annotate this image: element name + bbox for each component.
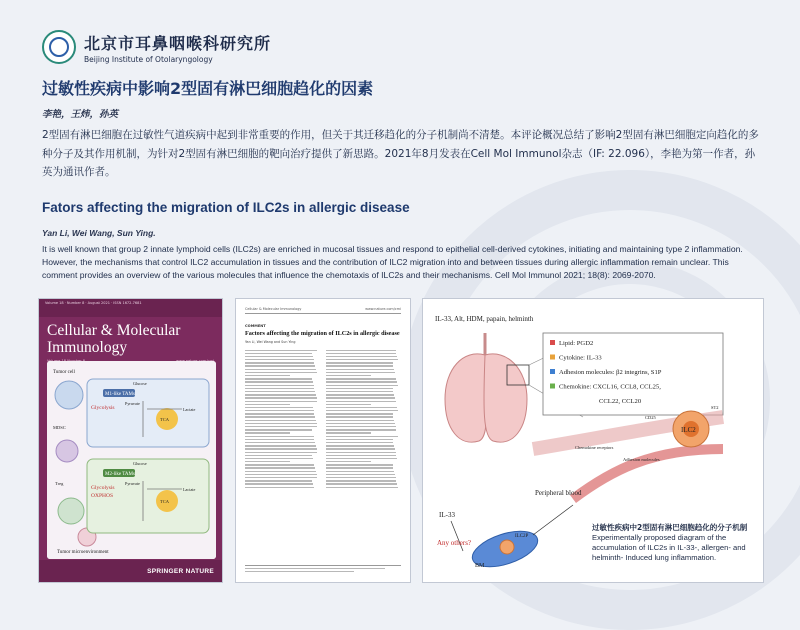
article-text-line	[245, 407, 313, 408]
article-text-line	[326, 464, 393, 465]
article-text-line	[245, 439, 314, 440]
article-text-line	[326, 487, 398, 488]
article-text-line	[326, 474, 395, 475]
legend-item-label: Adhesion molecules: β2 integrins, S1P	[559, 369, 662, 376]
cover-label-glucose1: Glucose	[133, 381, 147, 386]
cover-label-tca2: TCA	[160, 499, 169, 504]
article-text-line	[326, 391, 394, 392]
article-text-line	[326, 353, 397, 354]
article-header	[245, 307, 401, 314]
article-title: Factors affecting the migration of ILC2s in allergic disease	[245, 330, 400, 337]
article-text-line	[326, 369, 395, 370]
article-text-line	[245, 416, 315, 417]
article-text-line	[326, 356, 398, 357]
article-text-line	[326, 394, 395, 395]
cover-label-m1: M1-like TAMs	[105, 392, 135, 397]
article-text-line	[245, 464, 314, 465]
article-text-line	[326, 455, 397, 456]
cover-label-glycolysis1: Glycolysis	[91, 405, 115, 411]
cover-label-tca1: TCA	[160, 417, 169, 422]
article-text-line	[245, 362, 314, 363]
article-text-line	[326, 467, 394, 468]
legend-item-label: CCL22, CCL20	[599, 398, 642, 405]
article-text-line	[245, 480, 312, 481]
cover-label-pyruvate2: Pyruvate	[125, 481, 140, 486]
article-text-line	[245, 436, 314, 437]
article-text-line	[245, 429, 312, 430]
article-text-line	[245, 369, 316, 370]
article-text-line	[245, 378, 312, 379]
figure-label-any-others: Any others?	[437, 539, 472, 547]
cover-label-glucose2: Glucose	[133, 461, 147, 466]
article-text-line	[326, 388, 393, 389]
article-text-line	[326, 401, 396, 402]
article-text-line	[245, 381, 313, 382]
cover-label-lactate2: Lactate	[183, 487, 196, 492]
cover-label-mdsc: MDSC	[53, 425, 66, 430]
cover-label-oxphos: OXPHOS	[91, 493, 114, 499]
article-text-line	[245, 413, 314, 414]
article-text-line	[326, 448, 395, 449]
figure-label-st2: ST2	[711, 405, 719, 410]
article-text-line	[326, 426, 396, 427]
article-text-line	[245, 452, 317, 453]
article-text-line	[326, 381, 398, 382]
article-text-line	[245, 353, 312, 354]
figure-caption-en: Experimentally proposed diagram of the accumulation of ILC2s in IL-33-, allergen- and helminth- Induced lung inflammation.	[592, 533, 746, 562]
article-text-line	[326, 413, 393, 414]
article-text-line	[326, 375, 371, 376]
article-text-line	[245, 410, 314, 411]
figure-label-peripheral-blood: Peripheral blood	[535, 489, 582, 497]
article-text-line	[245, 445, 316, 446]
cover-label-pyruvate1: Pyruvate	[125, 401, 140, 406]
cover-label-glycolysis2: Glycolysis	[91, 485, 115, 491]
article-text-line	[245, 365, 315, 366]
article-column-right	[326, 350, 402, 490]
article-text-line	[245, 394, 316, 395]
article-text-line	[326, 416, 394, 417]
article-text-line	[245, 471, 316, 472]
title-en: Fators affecting the migration of ILC2s in allergic disease	[42, 200, 410, 215]
title-cn: 过敏性疾病中影响2型固有淋巴细胞趋化的因素	[42, 79, 374, 98]
article-text-line	[245, 388, 314, 389]
article-text-line	[245, 448, 317, 449]
article-authors: Yan Li, Wei Wang and Sun Ying	[245, 339, 296, 344]
article-text-line	[326, 350, 396, 351]
article-text-line	[245, 474, 317, 475]
article-text-line	[245, 477, 317, 478]
article-text-line	[245, 426, 317, 427]
article-text-line	[245, 401, 317, 402]
institute-name-en: Beijing Institute of Otolaryngology	[84, 54, 213, 64]
article-text-line	[326, 404, 371, 405]
legend-swatch	[550, 340, 555, 345]
article-text-line	[245, 442, 315, 443]
article-text-line	[326, 439, 393, 440]
article-text-line	[245, 467, 315, 468]
institute-brand	[84, 31, 271, 64]
legend-item-label: Chemokine: CXCL16, CCL8, CCL25,	[559, 383, 661, 391]
article-column-left	[245, 350, 321, 490]
article-text-line	[326, 480, 397, 481]
figure-caption-cn: 过敏性疾病中2型固有淋巴细胞趋化的分子机制	[592, 523, 748, 532]
figure-label-chemokine-receptors: Chemokine receptors	[575, 445, 614, 450]
article-footer	[245, 565, 401, 574]
article-text-line	[326, 378, 397, 379]
figure-label-ilc2: ILC2	[681, 426, 696, 434]
cover-label-tme: Tumor microenvironment	[57, 550, 109, 555]
figure-label-ilc2p: ILC2P	[515, 534, 529, 539]
authors-en: Yan Li, Wei Wang, Sun Ying.	[42, 228, 156, 238]
article-text-line	[245, 487, 314, 488]
cover-publisher: SPRINGER NATURE	[147, 567, 214, 575]
figure-label-il33: IL-33	[439, 511, 455, 519]
cover-artwork	[47, 361, 216, 559]
article-body	[245, 350, 401, 490]
institute-name-cn: 北京市耳鼻咽喉科研究所	[84, 33, 272, 53]
article-text-line	[245, 397, 317, 398]
cover-label-lactate1: Lactate	[183, 407, 196, 412]
article-text-line	[326, 436, 398, 437]
abstract-en: It is well known that group 2 innate lymphoid cells (ILC2s) are enriched in mucosal tissues and respond to epithelial cell-derived cytokines, initiating and maintaining type 2 inflammation. However, the mechanisms that control ILC2 accumulation in tissues and the contribution of ILC2 migration into and between tissues during allergic inflammation remain unclear. This comment provides an overview of the various molecules that influence the chemotaxis of ILC2s and their mechanisms. Cell Mol Immunol 2021; 18(8): 2069-2070.	[42, 244, 743, 281]
article-text-line	[245, 420, 316, 421]
cover-label-tumor-cell: Tumor cell	[53, 370, 75, 375]
figure-label-adhesion: Adhesion molecules	[623, 457, 660, 462]
figure-triggers: IL-33, Alt, HDM, papain, helminth	[435, 315, 534, 323]
article-text-line	[326, 362, 393, 363]
article-header-journal: Cellular & Molecular Immunology	[245, 307, 302, 311]
article-text-line	[326, 445, 395, 446]
cover-label-m2: M2-like TAMs	[105, 472, 135, 477]
article-text-line	[326, 407, 398, 408]
article-text-line	[326, 365, 394, 366]
article-text-line	[326, 461, 371, 462]
institute-logo-icon	[42, 30, 76, 64]
article-text-line	[245, 375, 290, 376]
article-section: COMMENT	[245, 324, 266, 328]
article-text-line	[245, 458, 313, 459]
article-text-line	[245, 461, 290, 462]
article-text-line	[245, 432, 290, 433]
article-text-line	[245, 356, 313, 357]
article-text-line	[245, 385, 314, 386]
article-text-line	[326, 397, 395, 398]
journal-cover	[38, 298, 223, 583]
cover-top-text: Volume 18 · Number 8 · August 2021 · ISSN 1672-7681	[39, 299, 222, 317]
article-text-line	[326, 423, 395, 424]
article-text-line	[245, 404, 290, 405]
authors-cn: 李艳，王炜，孙英	[42, 109, 119, 120]
article-text-line	[245, 483, 313, 484]
abstract-cn: 2型固有淋巴细胞在过敏性气道疾病中起到非常重要的作用，但关于其迁移趋化的分子机制尚不清楚。本评论概况总结了影响2型固有淋巴细胞定向趋化的多种分子及其作用机制，为针对2型固有淋巴细胞的靶向治疗提供了新思路。2021年8月发表在Cell Mol Immunol杂志（IF: 22.096），李艳为第一作者，孙英为通讯作者。	[42, 129, 759, 178]
legend-swatch	[550, 355, 555, 360]
article-text-line	[326, 432, 371, 433]
article-text-line	[326, 458, 398, 459]
legend-item-label: Lipid: PGD2	[559, 340, 594, 347]
article-text-line	[245, 455, 312, 456]
article-text-line	[245, 391, 315, 392]
article-text-line	[326, 429, 397, 430]
cover-artwork-svg	[47, 361, 216, 559]
legend-item-label: Cytokine: IL-33	[559, 354, 602, 362]
cover-label-treg: Treg	[55, 481, 64, 486]
article-page	[235, 298, 411, 583]
article-header-url: www.nature.com/cmi	[365, 307, 401, 311]
article-text-line	[326, 452, 396, 453]
institute-header	[42, 30, 271, 64]
legend-swatch	[550, 384, 555, 389]
legend-swatch	[550, 369, 555, 374]
cover-journal-title: Cellular & Molecular Immunology	[47, 322, 181, 356]
article-text-line	[326, 442, 394, 443]
article-text-line	[245, 359, 314, 360]
article-text-line	[326, 483, 398, 484]
article-text-line	[245, 423, 317, 424]
article-text-line	[326, 410, 398, 411]
figure-label-bm: BM	[475, 563, 485, 569]
cover-footer	[39, 560, 222, 582]
article-text-line	[245, 350, 317, 351]
article-text-line	[326, 372, 395, 373]
article-text-line	[326, 477, 396, 478]
figure-label-cd25: CD25	[645, 415, 656, 420]
article-text-line	[326, 359, 398, 360]
article-text-line	[245, 372, 317, 373]
article-text-line	[326, 420, 395, 421]
article-text-line	[326, 471, 395, 472]
article-text-line	[326, 385, 398, 386]
